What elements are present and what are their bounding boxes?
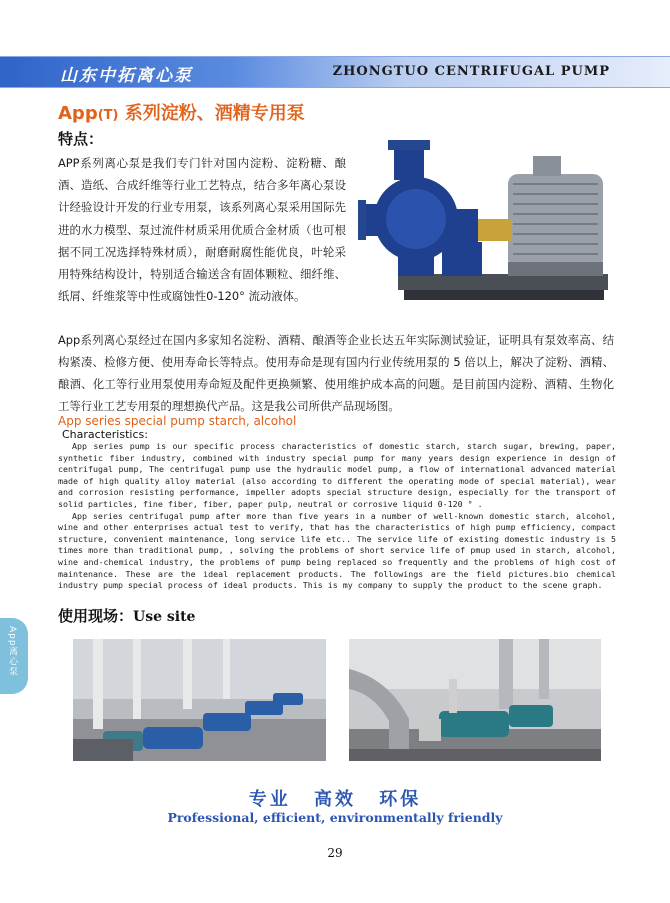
side-tab-label: App离心泵: [7, 626, 17, 677]
use-site-cn: 使用现场：: [58, 607, 134, 625]
intro-paragraph-continued: App系列离心泵经过在国内多家知名淀粉、酒精、酿酒等企业长达五年实际测试验证，证明具有泵效率高、结构紧凑、检修方便、使用寿命长等特点。使用寿命是现有国内行业传统用泵的 5 倍以上，解决了淀粉、酒精、酿酒、化工等行业用泵使用寿命短及配件更换频繁、使用维护成本高的问题。是目前国内淀粉、酒精、生物化工等行业工艺专用泵的理想换代产品。这是我公司所供产品现场图。: [58, 333, 614, 413]
english-body: [58, 441, 616, 592]
use-site-heading: [58, 605, 195, 626]
site-photo-1: [73, 639, 326, 761]
company-name-en: ZHONGTUO CENTRIFUGAL PUMP: [332, 64, 610, 79]
side-tab: [0, 618, 28, 694]
use-site-en: Use site: [133, 609, 196, 625]
english-title: App series special pump starch, alcohol: [58, 414, 297, 428]
slogan-en: Professional, efficient, environmentally friendly: [167, 810, 503, 825]
english-subtitle: Characteristics:: [62, 428, 148, 441]
english-paragraph-1: App series pump is our specific process characteristics of domestic starch, starch sugar, brewing, paper, synthetic fiber industry, combined with industry special pump for many years design experience in design of centrifugal pump, The centrifugal pump use the hydraulic model pump, a flow of international advanced material made of high quality alloy material (also according to different the operating mode of special material), wear and corrosion resisting performance, impeller adopts special structure design, especially for the transport of solid particles, fine fiber, fiber, paper pulp, neutral or corrosive liquid 0-120 ° .: [58, 441, 616, 509]
site-photo-2: [349, 639, 601, 761]
pump-product-image: [358, 124, 612, 309]
header-band: [0, 56, 670, 88]
english-paragraph-2: App series centrifugal pump after more than five years in a number of well-known domestic starch, alcohol, wine and other enterprises actual test to verify, that has the characteristics of high pump efficiency, compact structure, convenient maintenance, long service life etc.. The service life of existing domestic industry is 5 times more than traditional pump, , solving the problems of short service life of pmup used in starch, alcohol, wine and-chemical industry, the problems of pump being replaced so frequently and the problems of high cost of maintenance. These are the ideal replacement products. The followings are the field pictures.bio chemical industry pump special process of ideal products. This is my company to supply the product to the scene graph.: [58, 510, 616, 591]
title-suffix-small: (T): [97, 108, 119, 123]
company-name-cn: 山东中拓离心泵: [60, 66, 193, 86]
page-title: [58, 99, 305, 125]
intro-paragraph: APP系列离心泵是我们专门针对国内淀粉、淀粉糖、酿酒、造纸、合成纤维等行业工艺特点，结合多年离心泵设计经验设计开发的行业专用泵，该系列离心泵采用国际先进的水力模型、泵过流件材质采用优质合金材质（也可根据不同工况选择特殊材质），耐磨耐腐性能优良，叶轮采用特殊结构设计，特别适合输送含有固体颗粒、细纤维、纸屑、纤维浆等中性或腐蚀性0-120° 流动液体。: [58, 156, 346, 304]
slogan-cn: 专业 高效 环保: [248, 789, 422, 810]
features-heading: 特点：: [58, 130, 104, 148]
page-number: 29: [327, 846, 343, 860]
title-main: 系列淀粉、酒精专用泵: [118, 103, 305, 124]
title-prefix: App: [58, 103, 98, 124]
